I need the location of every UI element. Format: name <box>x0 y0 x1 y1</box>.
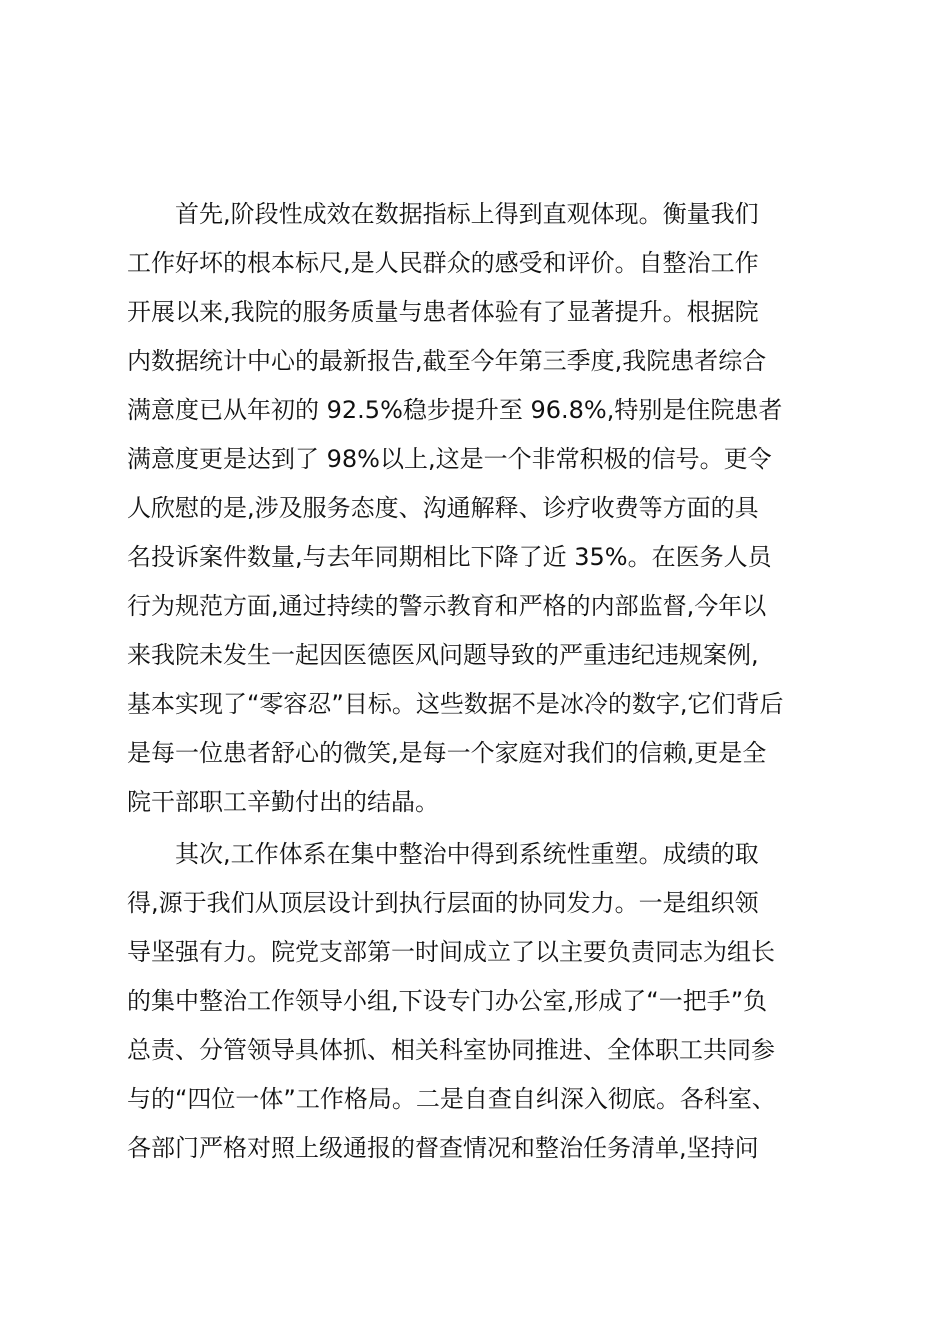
paragraph-work-system <box>127 830 827 1173</box>
document-body <box>127 190 827 1173</box>
text-line: 行为规范方面,通过持续的警示教育和严格的内部监督,今年以 <box>127 592 767 620</box>
text-line: 各部门严格对照上级通报的督查情况和整治任务清单,坚持问 <box>127 1134 759 1162</box>
text-line: 首先,阶段性成效在数据指标上得到直观体现。衡量我们 <box>175 200 759 228</box>
text-line: 满意度已从年初的 92.5%稳步提升至 96.8%,特别是住院患者 <box>127 396 783 424</box>
text-line: 院干部职工辛勤付出的结晶。 <box>127 788 439 816</box>
text-line: 内数据统计中心的最新报告,截至今年第三季度,我院患者综合 <box>127 347 767 375</box>
text-line: 来我院未发生一起因医德医风问题导致的严重违纪违规案例, <box>127 641 759 669</box>
text-line: 得,源于我们从顶层设计到执行层面的协同发力。一是组织领 <box>127 889 759 917</box>
text-line: 是每一位患者舒心的微笑,是每一个家庭对我们的信赖,更是全 <box>127 739 767 767</box>
paragraph-achievements <box>127 190 827 827</box>
text-line: 与的“四位一体”工作格局。二是自查自纠深入彻底。各科室、 <box>127 1085 776 1113</box>
text-line: 工作好坏的根本标尺,是人民群众的感受和评价。自整治工作 <box>127 249 759 277</box>
text-line: 的集中整治工作领导小组,下设专门办公室,形成了“一把手”负 <box>127 987 768 1015</box>
text-line: 满意度更是达到了 98%以上,这是一个非常积极的信号。更令 <box>127 445 772 473</box>
text-line: 基本实现了“零容忍”目标。这些数据不是冰冷的数字,它们背后 <box>127 690 784 718</box>
text-line: 导坚强有力。院党支部第一时间成立了以主要负责同志为组长 <box>127 938 775 966</box>
text-line: 其次,工作体系在集中整治中得到系统性重塑。成绩的取 <box>175 840 759 868</box>
text-line: 名投诉案件数量,与去年同期相比下降了近 35%。在医务人员 <box>127 543 772 571</box>
text-line: 人欣慰的是,涉及服务态度、沟通解释、诊疗收费等方面的具 <box>127 494 759 522</box>
text-line: 开展以来,我院的服务质量与患者体验有了显著提升。根据院 <box>127 298 759 326</box>
text-line: 总责、分管领导具体抓、相关科室协同推进、全体职工共同参 <box>127 1036 775 1064</box>
